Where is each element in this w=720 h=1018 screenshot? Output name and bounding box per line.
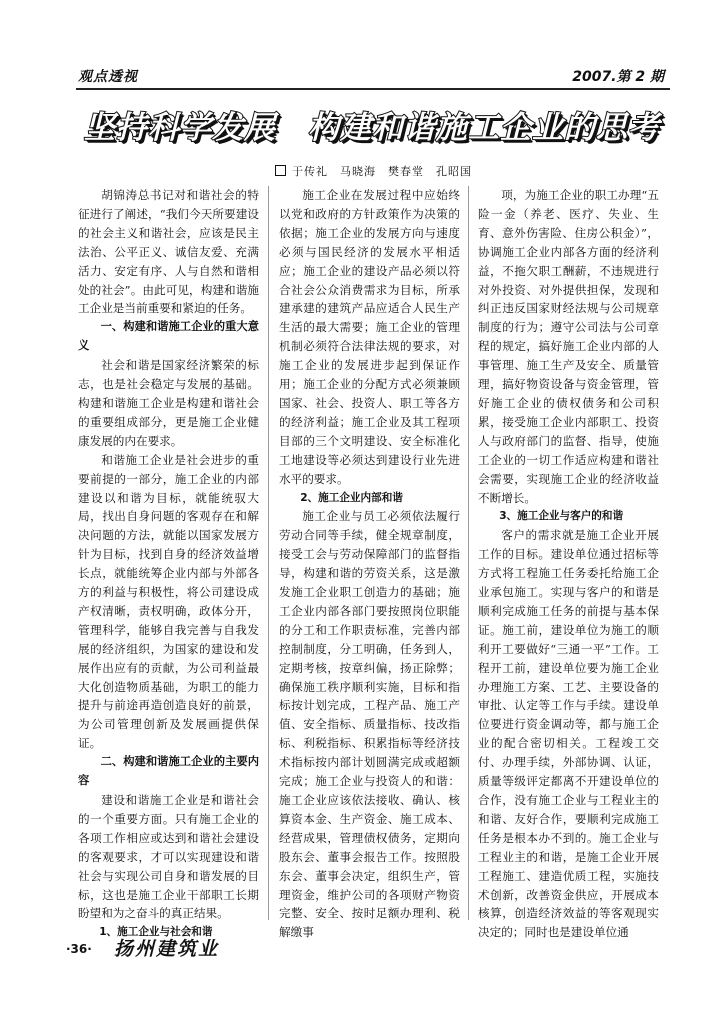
- paragraph: 胡锦涛总书记对和谐社会的特征进行了阐述，“我们今天所要建设的社会主义和谐社会，应该是民主法治、公平正义、诚信友爱、充满活力、安定有序、人与自然和谐相处的社会”。由此可见，构建和谐施工企业是当前重要和紧迫的任务。: [78, 188, 259, 316]
- section-heading: 一、构建和谐施工企业的重大意义: [78, 320, 259, 353]
- journal-brand: 扬州建筑业: [114, 938, 220, 960]
- column-divider: [468, 186, 469, 920]
- subsection-heading: 2、施工企业内部和谐: [300, 491, 403, 504]
- author-box-icon: [275, 165, 286, 176]
- paragraph: 施工企业在发展过程中应始终以党和政府的方针政策作为决策的依据；施工企业的发展方向与速度必须与国民经济的发展水平相适应；施工企业的建设产品必须以符合社会公众消费需求为目标，所承建承建的建筑产品应适合人民生产生活的最大需要；施工企业的管理机制必须符合法律法规的要求，对施工企业的发展进步起到保证作用；施工企业的分配方式必须兼顾国家、社会、投资人、职工等各方的经济利益；施工企业及其工程项目部的三个文明建设、安全标准化工地建设等必须达到建设行业先进水平的要求。: [279, 188, 460, 486]
- paragraph: 社会和谐是国家经济繁荣的标志，也是社会稳定与发展的基础。构建和谐施工企业是构建和谐社会的重要组成部分，更是施工企业健康发展的内在要求。: [78, 358, 259, 448]
- page-number: ·36·: [66, 942, 92, 956]
- section-label: 观点透视: [78, 69, 138, 85]
- text-column-1: [78, 186, 259, 939]
- author-names: 于传礼 马晓海 樊春堂 孔昭国: [292, 165, 472, 178]
- paragraph: 施工企业与员工必须依法履行劳动合同等手续，健全规章制度，接受工会与劳动保障部门的监督指导，构建和谐的劳资关系，这是激发施工企业职工创造力的基础；施工企业内部各部门要按照岗位职能的分工和工作职责标准，完善内部控制制度，分工明确，任务到人，定期考核，按章纠偏，扬正除弊；确保施工秩序顺利实施，目标和指标按计划完成，工程产品、施工产值、安全指标、质量指标、技改指标、利税指标、积累指标等经济技术指标按内部计划圆满完成或超额完成；施工企业与投资人的和谐：施工企业应该依法接收、确认、核算资本金、生产资金、施工成本、经营成果，管理债权债务，定期向股东会、董事会报告工作。按照股东会、董事会决定，组织生产，管理资金，维护公司的各项财产物资完整、安全、按时足额办理利、税解缴事: [279, 509, 460, 940]
- text-column-2: [279, 186, 460, 940]
- paragraph: 项，为施工企业的职工办理“五险一金（养老、医疗、失业、生育、意外伤害险、住房公积金）”，协调施工企业内部各方面的经济利益，不拖欠职工酬薪，不违规进行对外投资、对外提供担保，发现和纠正违反国家财经法规与公司规章制度的行为；遵守公司法与公司章程的规定，搞好施工企业内部的人事管理、施工生产及安全、质量管理，搞好物资设备与资金管理，管好施工企业的债权债务和公司积累，接受施工企业内部职工、投资人与政府部门的监督、指导，使施工企业的一切工作适应构建和谐社会需要，实现施工企业的经济收益不断增长。: [478, 188, 659, 505]
- subsection-heading: 1、施工企业与社会和谐: [99, 926, 213, 939]
- author-line: [275, 163, 472, 179]
- issue-label: 2007.第 2 期: [572, 69, 664, 85]
- paragraph: 建设和谐施工企业是和谐社会的一个重要方面。只有施工企业的各项工作相应或达到和谐社会建设的客观要求，才可以实现建设和谐社会与实现公司自身和谐发展的目标，这也是施工企业干部职工长期盼望和为之奋斗的真正结果。: [78, 793, 259, 921]
- header-divider: [76, 88, 670, 90]
- text-column-3: [478, 186, 659, 940]
- column-divider: [268, 186, 269, 920]
- article-title: 坚持科学发展 构建和谐施工企业的思考: [84, 110, 660, 146]
- paragraph: 和谐施工企业是社会进步的重要前提的一部分，施工企业的内部建设以和谐为目标，就能统驭大局，找出自身问题的客观存在和解决问题的方法，就能以国家发展方针为目标，找到自身的经济效益增长点，就能统筹企业内部与外部各方的利益与积极性，将公司建设成产权清晰，责权明确，政体分开，管理科学，能够自我完善与自我发展的经济组织，为国家的建设和发展作出应有的贡献，为公司利益最大化创造物质基础，为职工的能力提升与前途再造创造良好的前景，为公司管理创新及发展画提供保证。: [78, 452, 259, 751]
- subsection-heading: 3、施工企业与客户的和谐: [499, 510, 624, 523]
- paragraph: 客户的需求就是施工企业开展工作的目标。建设单位通过招标等方式将工程施工任务委托给施工企业承包施工。实现与客户的和谐是顺利完成施工任务的前提与基本保证。施工前，建设单位为施工的顺利开工要做好“三通一平”工作。工程开工前，建设单位要为施工企业办理施工方案、工艺、主要设备的审批、认定等工作与手续。建设单位要进行资金调动等，都与施工企业的配合密切相关。工程竣工交付、办理手续，外部协调、认证，质量等级评定都离不开建设单位的合作，没有施工企业与工程业主的和谐、友好合作，要顺利完成施工任务是根本办不到的。施工企业与工程业主的和谐，是施工企业开展工程施工、建造优质工程，实施技术创新，改善资金供应，开展成本核算，创造经济效益的等客观现实决定的；同时也是建设单位通: [478, 528, 659, 940]
- section-heading: 二、构建和谐施工企业的主要内容: [78, 755, 259, 788]
